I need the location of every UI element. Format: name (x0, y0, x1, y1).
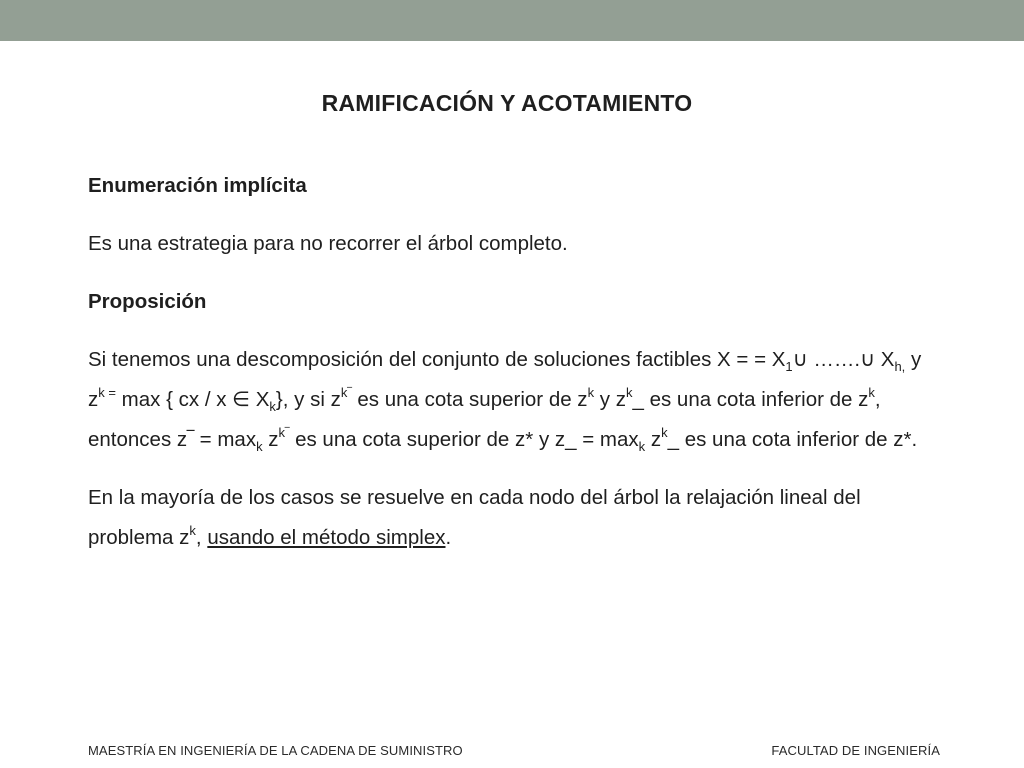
top-bar (0, 0, 1024, 41)
simplex-method-link[interactable]: usando el método simplex (207, 526, 446, 549)
section-heading: Enumeración implícita (88, 174, 307, 197)
intro-text: Es una estrategia para no recorrer el árbol completo. (88, 232, 568, 255)
footer-faculty: FACULTAD DE INGENIERÍA (771, 743, 940, 758)
conclusion-text: En la mayoría de los casos se resuelve en cada nodo del árbol la relajación lineal del problema $z^k$, usando el método simplex. (88, 486, 861, 549)
slide-content (88, 166, 938, 558)
slide-title: RAMIFICACIÓN Y ACOTAMIENTO (321, 90, 693, 116)
proposition-text: Si tenemos una descomposición del conjunto de soluciones factibles X = = $X_1\cup$ …….∪ $X_{h,}$ y $z^{k =}$ max { cx / x ∈ $X_k$}, y si $z^{k‾}$ es una cota superior de $z^k$ y $z^k\_$ es una cota inferior de $z^k$, entonces z‾ = $\max_k z^{k‾}$ es una cota superior de z* y z_ = $\max_k$ $z^k\_$ es una cota inferior de z*. (88, 348, 922, 454)
footer-program: MAESTRÍA EN INGENIERÍA DE LA CADENA DE SUMINISTRO (88, 743, 463, 758)
proposition-heading: Proposición (88, 290, 207, 313)
